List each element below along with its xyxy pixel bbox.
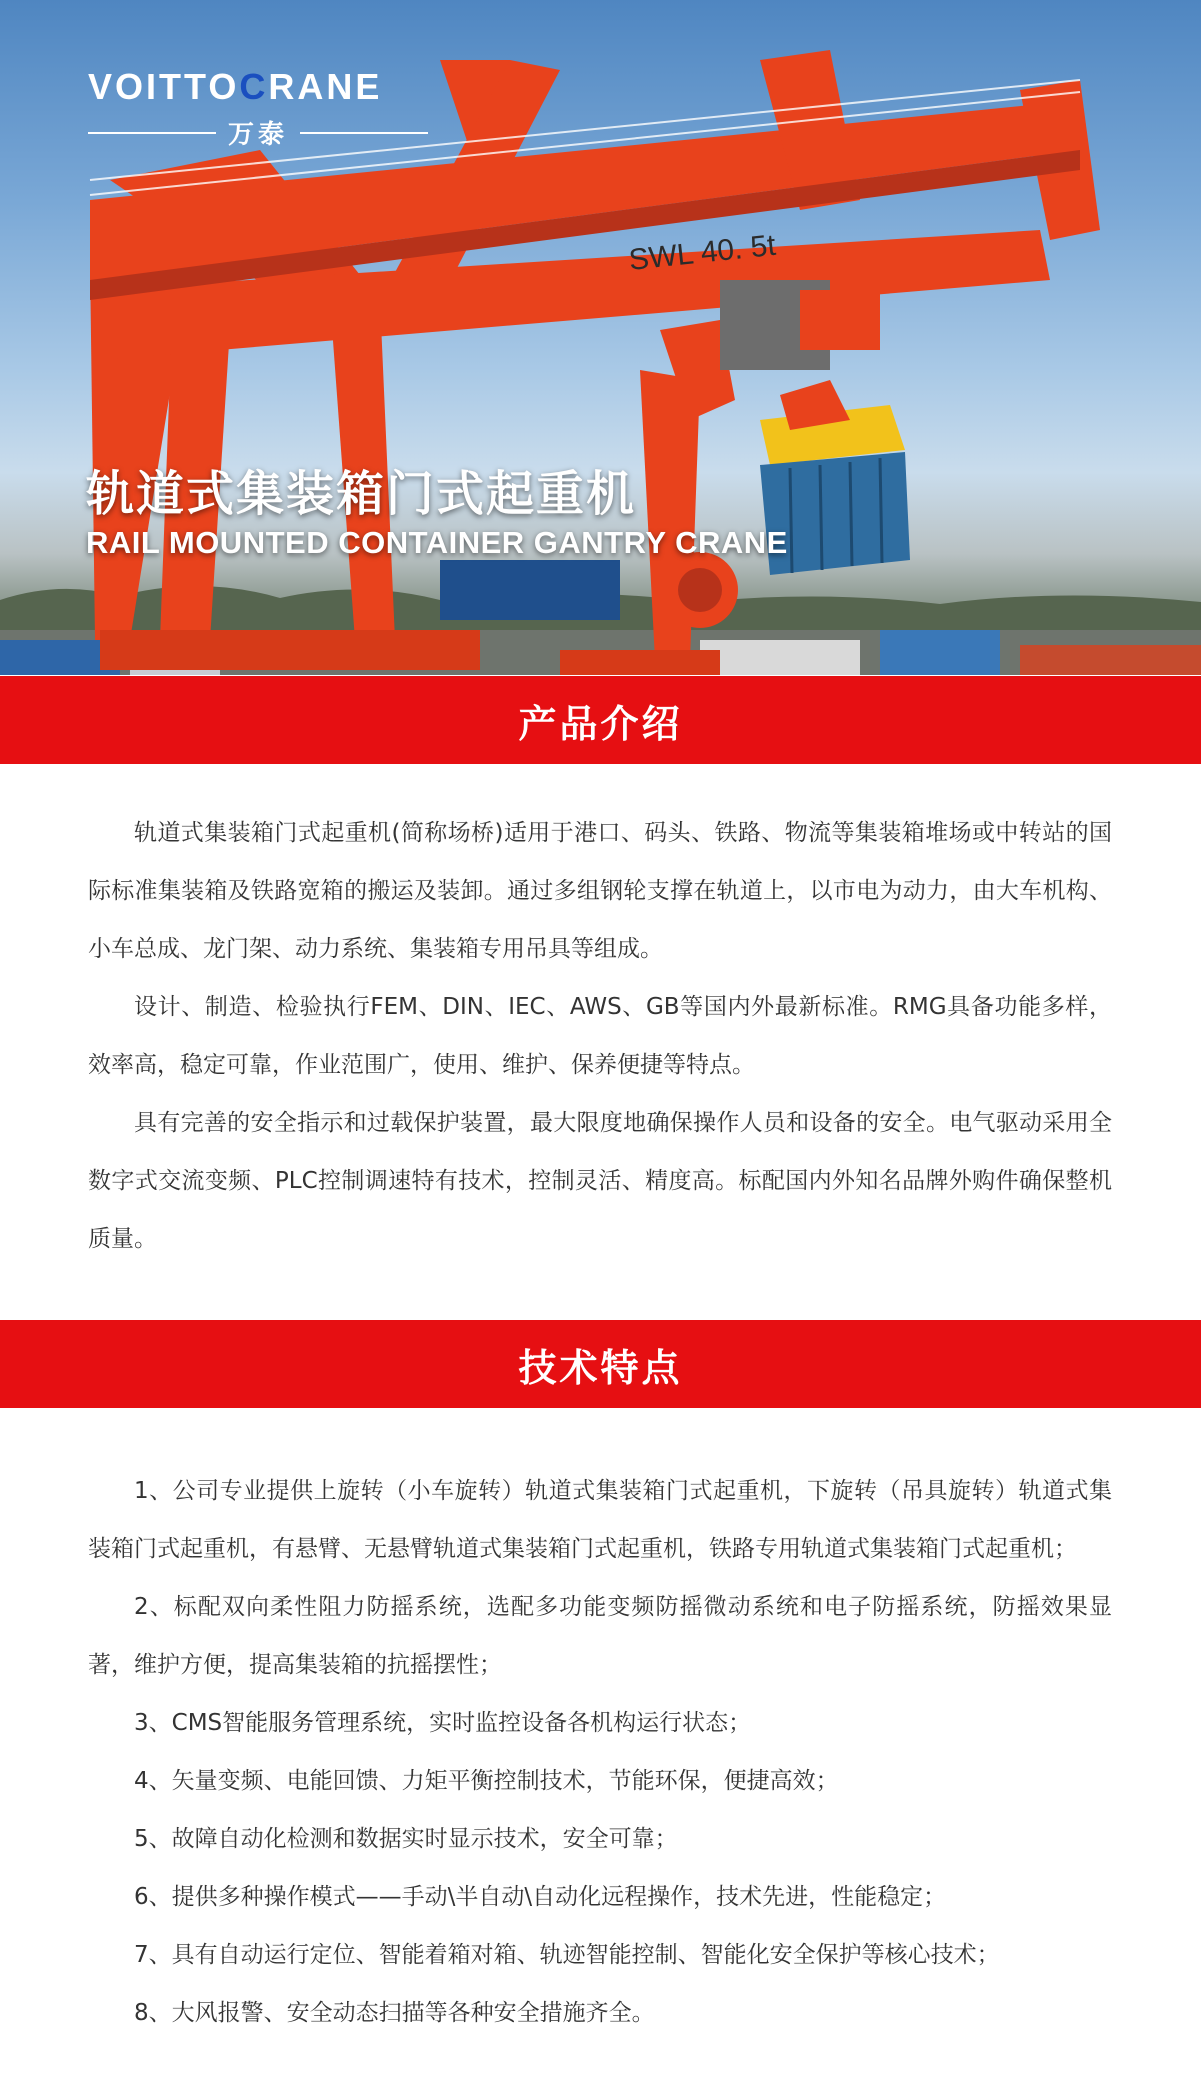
svg-text:SWL 40. 5t: SWL 40. 5t [627,228,778,277]
tech-feature-item: 8、大风报警、安全动态扫描等各种安全措施齐全。 [134,2000,655,2026]
section-banner-tech [0,1320,1201,1408]
logo-wordmark: VOITTOCRANE [88,66,383,107]
tech-feature-item: 1、公司专业提供上旋转（小车旋转）轨道式集装箱门式起重机，下旋转（吊具旋转）轨道式集装箱门式起重机，有悬臂、无悬臂轨道式集装箱门式起重机，铁路专用轨道式集装箱门式起重机； [88,1478,1112,1562]
hero-subtitle: RAIL MOUNTED CONTAINER GANTRY CRANE [86,525,788,560]
tech-feature-item: 2、标配双向柔性阻力防摇系统，选配多功能变频防摇微动系统和电子防摇系统，防摇效果显著，维护方便，提高集装箱的抗摇摆性； [88,1594,1112,1678]
intro-paragraph: 轨道式集装箱门式起重机(简称场桥)适用于港口、码头、铁路、物流等集装箱堆场或中转站的国际标准集装箱及铁路宽箱的搬运及装卸。通过多组钢轮支撑在轨道上，以市电为动力，由大车机构、小车总成、龙门架、动力系统、集装箱专用吊具等组成。 [88,820,1112,962]
tech-feature-item: 5、故障自动化检测和数据实时显示技术，安全可靠； [134,1826,678,1852]
hero-title: 轨道式集装箱门式起重机 [86,466,637,522]
tech-feature-item: 4、矢量变频、电能回馈、力矩平衡控制技术，节能环保，便捷高效； [134,1768,839,1794]
logo-subline [88,114,428,151]
intro-paragraph: 设计、制造、检验执行FEM、DIN、IEC、AWS、GB等国内外最新标准。RMG具备功能多样，效率高，稳定可靠，作业范围广，使用、维护、保养便捷等特点。 [88,994,1112,1078]
logo-chinese-name: 万泰 [228,120,289,150]
brand-logo [88,66,428,150]
tech-feature-item: 6、提供多种操作模式——手动\半自动\自动化远程操作，技术先进，性能稳定； [134,1884,947,1910]
section-title-intro: 产品介绍 [518,701,683,746]
intro-text [88,804,1112,1268]
section-title-tech: 技术特点 [518,1345,683,1390]
tech-features-list [88,1462,1112,2042]
tech-feature-item: 7、具有自动运行定位、智能着箱对箱、轨迹智能控制、智能化安全保护等核心技术； [134,1942,1000,1968]
tech-feature-item: 3、CMS智能服务管理系统，实时监控设备各机构运行状态； [134,1710,752,1736]
intro-paragraph: 具有完善的安全指示和过载保护装置，最大限度地确保操作人员和设备的安全。电气驱动采用全数字式交流变频、PLC控制调速特有技术，控制灵活、精度高。标配国内外知名品牌外购件确保整机质量。 [88,1110,1112,1252]
hero-banner [0,0,1201,675]
section-banner-intro [0,676,1201,764]
